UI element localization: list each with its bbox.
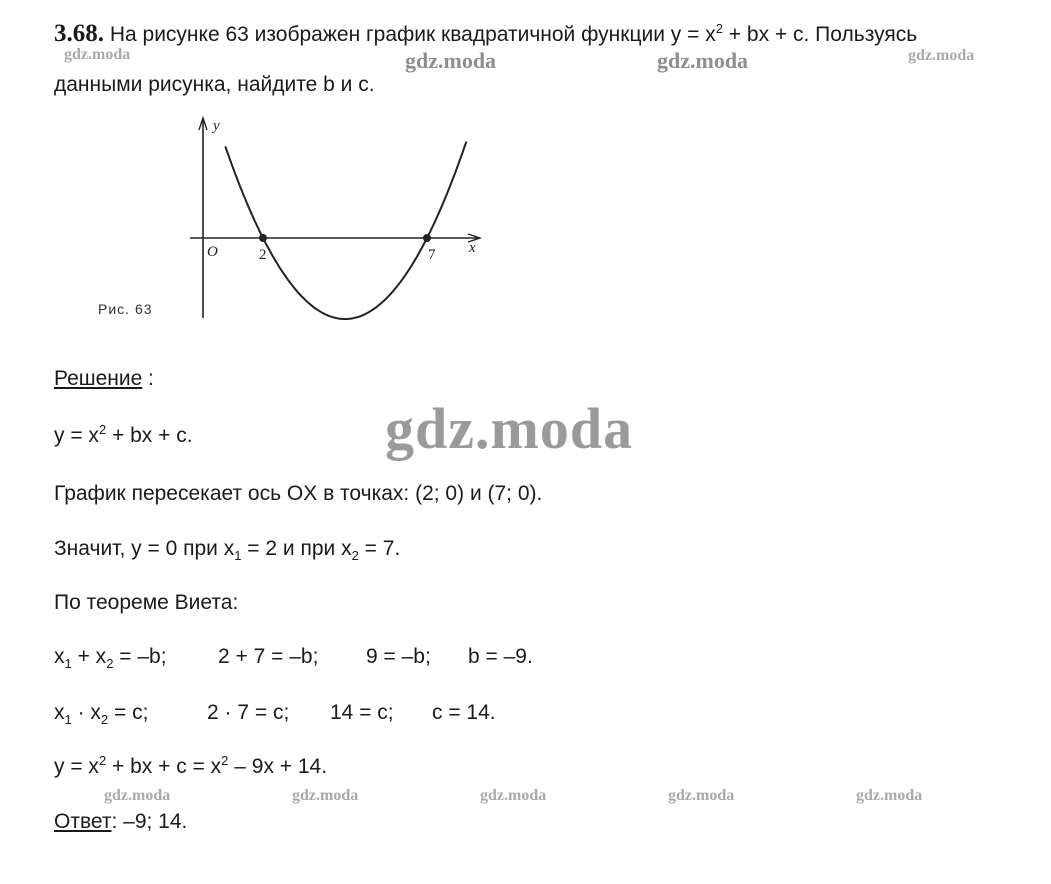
solution-heading — [54, 367, 142, 391]
eq-text: Значит, y = 0 при x — [54, 537, 235, 560]
eq-sub: 1 — [64, 656, 72, 672]
solution-line-1 — [54, 424, 193, 448]
problem-exponent: 2 — [715, 21, 723, 36]
solution-line-5c: 9 = –b; — [366, 645, 431, 668]
root-label-7: 7 — [428, 247, 436, 263]
watermark: gdz.moda — [668, 787, 735, 804]
eq-text: = c; — [108, 701, 149, 724]
watermark-large: gdz.moda — [385, 396, 634, 461]
eq-exp: 2 — [98, 753, 107, 768]
solution-line-5 — [54, 645, 167, 672]
solution-line-5d: b = –9. — [468, 645, 533, 668]
eq-text: + x — [71, 645, 107, 668]
figure-caption: Рис. 63 — [98, 301, 153, 317]
solution-line-5b: 2 + 7 = –b; — [218, 645, 319, 668]
solution-line-6c: 14 = c; — [330, 701, 394, 724]
eq-text: x — [54, 645, 65, 668]
answer-label: Ответ — [54, 810, 112, 833]
origin-label: O — [207, 244, 218, 260]
solution-heading-text: Решение — [54, 367, 143, 390]
eq-text: = 7. — [358, 537, 401, 560]
eq-text: x — [54, 701, 65, 724]
x-axis-label: x — [469, 240, 476, 256]
solution-line-6d: c = 14. — [432, 701, 496, 724]
eq-text: y = x — [54, 755, 99, 778]
eq-sub: 2 — [100, 712, 109, 728]
eq-text: · x — [71, 701, 101, 724]
root-point-2 — [259, 234, 267, 242]
root-point-7 — [423, 234, 431, 242]
watermark: gdz.moda — [480, 787, 547, 804]
eq-sub: 2 — [106, 656, 114, 672]
watermark: gdz.moda — [104, 787, 171, 804]
eq-text: = 2 и при x — [241, 537, 352, 560]
eq-text: y = x — [54, 424, 99, 447]
solution-line-3 — [54, 537, 401, 564]
watermark: gdz.moda — [64, 46, 131, 63]
y-axis-label: y — [213, 118, 220, 134]
root-label-2: 2 — [259, 247, 267, 263]
parabola-figure — [80, 110, 500, 340]
eq-text: = –b; — [113, 645, 167, 668]
watermark: gdz.moda — [657, 48, 749, 73]
watermark: gdz.moda — [292, 787, 359, 804]
answer-line — [54, 810, 187, 834]
eq-text: – 9x + 14. — [228, 755, 328, 778]
parabola-curve — [225, 142, 466, 319]
solution-line-6b: 2 · 7 = c; — [207, 701, 290, 724]
watermark: gdz.moda — [856, 787, 923, 804]
watermark: gdz.moda — [405, 48, 497, 73]
problem-number: 3.68. — [54, 20, 104, 47]
eq-sub: 2 — [351, 548, 359, 564]
eq-text: + bx + c. — [106, 424, 193, 447]
solution-line-4: По теореме Виета: — [54, 591, 239, 614]
solution-heading-colon: : — [148, 367, 154, 390]
eq-exp: 2 — [221, 753, 229, 768]
problem-text-1-end: + bx + c. Пользуясь — [722, 23, 918, 46]
problem-line-2: данными рисунка, найдите b и c. — [54, 73, 375, 96]
problem-text-1: На рисунке 63 изображен график квадратичной функции y = x — [109, 23, 716, 46]
eq-sub: 1 — [64, 712, 72, 728]
answer-value: : –9; 14. — [111, 810, 188, 833]
eq-text: + bx + c = x — [106, 755, 222, 778]
problem-line-1 — [54, 20, 917, 48]
solution-line-6 — [54, 701, 149, 728]
eq-sub: 1 — [234, 548, 242, 564]
solution-line-2: График пересекает ось OX в точках: (2; 0) и (7; 0). — [54, 482, 543, 505]
watermark: gdz.moda — [908, 47, 975, 64]
solution-line-7 — [54, 755, 327, 779]
eq-exp: 2 — [98, 422, 107, 437]
